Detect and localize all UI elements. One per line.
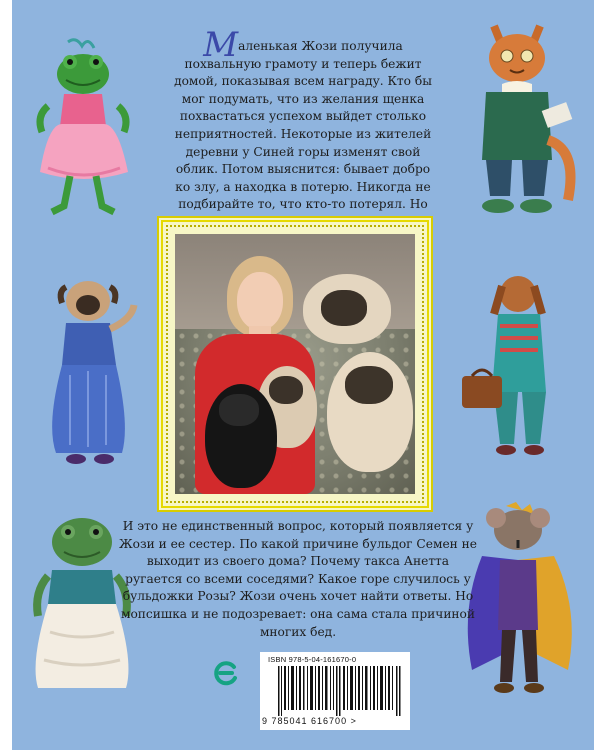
left-margin xyxy=(0,0,12,750)
intro-paragraph xyxy=(168,25,438,249)
cat-green-coat-illustration xyxy=(452,20,582,230)
dropcap: М xyxy=(203,25,239,65)
right-margin xyxy=(594,0,600,750)
barcode-digits: 9 785041 616700 > xyxy=(262,716,357,726)
author-photo xyxy=(175,234,415,494)
dachshund-suitcase-illustration xyxy=(460,272,580,468)
pug-blue-dress-illustration xyxy=(26,275,156,475)
publisher-logo-icon xyxy=(212,659,240,687)
second-paragraph: И это не единственный вопрос, который появляется у Жози и ее сестер. По какой причине бульдог Семен не выходит из своего дома? Почему такса Анетта ругается со всеми соседями? Какое горе случилось у бульдожки Розы? Жози очень хочет найти ответы. Но мопсишка и не подозревает: она сама стала причиной многих бед. xyxy=(118,519,477,639)
isbn-barcode-area xyxy=(260,652,410,730)
frog-pink-dress-illustration xyxy=(18,36,148,216)
barcode xyxy=(278,666,402,716)
author-photo-frame xyxy=(161,220,429,508)
isbn-label: ISBN 978-5-04-161670-0 xyxy=(268,655,357,664)
intro-text: аленькая Жози получила похвальную грамоту и теперь бежит домой, показывая всем награду. Кто бы мог подумать, что из желания щенка похвастаться успехом выйдет столько неприятностей. Некоторые из жителей деревни у Синей горы изменят свой облик. Потом выяснится: бывает добро ко злу, а находка в потерю. Никогда не подбирайте то, что кто-то потерял. Но xyxy=(174,39,432,212)
